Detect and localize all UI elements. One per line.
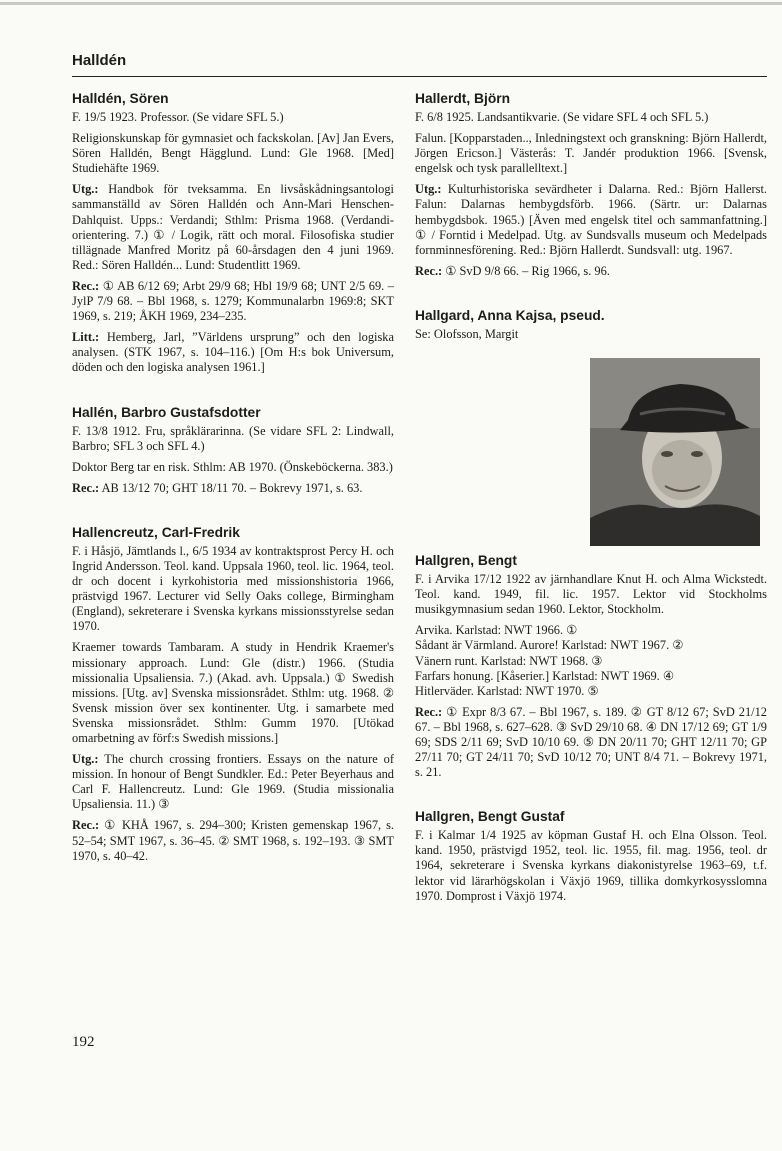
entry-paragraph: Kraemer towards Tambaram. A study in Hendrik Kraemer's missionary approach. Lund: Gle (distr.) 1966. (Studia missionalia Upsaliensia. 7.) (Akad. avh. Uppsala.) ① Swedish missions. [Utg. av] Svenska missionsrådet. Sthlm: utg. 1968. ② Svensk mission över sex kontinenter. Utg. i samarbete med Svenska missionsrådet. Sthlm: Gumm 1970. [Utökad omarbetning av förf:s Swedish missions.] (72, 640, 394, 745)
entry-paragraph: Farfars honung. [Kåserier.] Karlstad: NWT 1969. ④ (415, 668, 674, 683)
entry-paragraph: F. 13/8 1912. Fru, språklärarinna. (Se vidare SFL 2: Lindwall, Barbro; SFL 3 och SFL 4.) (72, 423, 394, 453)
entry-paragraph: F. i Kalmar 1/4 1925 av köpman Gustaf H. och Elna Olsson. Teol. kand. 1950, prästvigd 1952, teol. lic. 1955, fil. mag. 1956, teol. dr 1964, sekreterare i Svenska kyrkans diakonistyrelse 1963–69, t.f. lektor vid lärarhögskolan i Växjö 1969, tillika domkyrkosysslomna 1970. Domprost i Växjö 1974. (415, 828, 767, 903)
entry-paragraph: Hitlerväder. Karlstad: NWT 1970. ⑤ (415, 683, 599, 698)
entry-name: Hallgren, Bengt Gustaf (415, 809, 565, 825)
entry-name: Halldén, Sören (72, 91, 169, 106)
entry-name: Hallgard, Anna Kajsa, pseud. (415, 307, 605, 323)
entry-paragraph: Vänern runt. Karlstad: NWT 1968. ③ (415, 653, 603, 668)
portrait-photo (590, 358, 760, 546)
portrait-illustration (590, 358, 760, 546)
entry-hallgren-bengt-gustaf (415, 808, 767, 903)
header-rule (72, 76, 767, 77)
entry-paragraph: F. i Arvika 17/12 1922 av järnhandlare Knut H. och Alma Wickstedt. Teol. kand. 1949, fil. lic. 1957. Lektor vid Stockholms musikgymnasium sedan 1960. Lektor, Stockholm. (415, 572, 767, 617)
entry-paragraph: Utg.: Handbok för tveksamma. En livsåskådningsantologi sammanställd av Sören Halldén och Ann-Mari Henschen-Dahlquist. Upps.: Verdandi; Sthlm: Prisma 1968. (Verdandi-orientering. 7.) ① / Logik, rätt och moral. Filosofiska studier tillägnade Manfred Moritz på 60-årsdagen den 4 juni 1969. Red.: Sören Halldén... Lund: Studentlitt 1969. (72, 182, 394, 272)
entry-hallgren-bengt (415, 552, 767, 780)
entry-name: Hallerdt, Björn (415, 91, 511, 106)
left-column (72, 90, 394, 880)
entry-paragraph: Sådant är Värmland. Aurore! Karlstad: NWT 1967. ② (415, 638, 684, 653)
entry-paragraph: Doktor Berg tar en risk. Sthlm: AB 1970. (Önskeböckerna. 383.) (72, 459, 393, 474)
entry-paragraph: Utg.: Kulturhistoriska sevärdheter i Dalarna. Red.: Björn Hallerst. Falun: Dalarnas hembygdsförb. 1966. (Särtr. ur: Dalarnas hembygdsbok. 1965.) [Även med engelsk titel och sammanfattning.] ① / Forntid i Medelpad. Utg. av Sundsvalls museum och Medelpads fornminnesförening. Red.: Björn Hallerdt. Sundsvall: utg. 1967. (415, 182, 767, 257)
entry-paragraph: Rec.: ① AB 6/12 69; Arbt 29/9 68; Hbl 19/9 68; UNT 2/5 69. – JylP 7/9 68. – Bbl 1968, s. 1279; Kommunalarbn 1969:8; SKT 1969, s. 219; ÅKH 1969, 234–235. (72, 278, 394, 324)
entry-paragraph: Rec.: AB 13/12 70; GHT 18/11 70. – Bokrevy 1971, s. 63. (72, 480, 363, 495)
entry-hallencreutz (72, 524, 394, 864)
entry-paragraph: Rec.: ① Expr 8/3 67. – Bbl 1967, s. 189. ② GT 8/12 67; SvD 21/12 67. – Bbl 1968, s. 627–628. ③ SvD 29/10 68. ④ DN 17/12 69; GT 1/9 69; SDS 2/11 69; SvD 10/10 69. ⑤ DN 20/11 70; GHT 12/11 70; GP 27/11 70; GT 24/11 70; SvD 10/12 70; UNT 8/4 71. – Bokrevy 1971, s. 21. (415, 704, 767, 780)
entry-paragraph: Utg.: The church crossing frontiers. Essays on the nature of mission. In honour of Bengt Sundkler. Ed.: Peter Beyerhaus and Carl F. Hallencreutz. Lund: Gle 1969. (Studia missionalia Upsaliensia. 11.) ③ (72, 752, 394, 812)
entry-hallgard-anna (415, 307, 767, 342)
entry-paragraph: Falun. [Kopparstaden.., Inledningstext och granskning: Björn Hallerdt, Jörgen Ericson.] Västerås: T. Jandér produktion 1966. [Svensk, engelsk och tysk parallelltext.] (415, 131, 767, 176)
entry-name: Hallgren, Bengt (415, 553, 517, 569)
entry-hallden-soren (72, 90, 394, 376)
entry-paragraph: Religionskunskap för gymnasiet och fackskolan. [Av] Jan Evers, Sören Halldén, Bengt Hägglund. Lund: Gle 1968. [Med] Studiehäfte 1969. (72, 131, 394, 176)
top-edge-line (0, 2, 782, 5)
entry-hallen-barbro (72, 404, 394, 496)
entry-paragraph: Se: Olofsson, Margit (415, 326, 519, 341)
entry-name: Hallencreutz, Carl-Fredrik (72, 524, 240, 540)
entry-paragraph: F. i Håsjö, Jämtlands l., 6/5 1934 av kontraktsprost Percy H. och Ingrid Andersson. Teol. kand. Uppsala 1960, teol. lic. 1964, teol. dr och docent i kyrkohistoria med missionshistoria 1966, prästvigd 1967. Lecturer vid Selly Oaks college, Birmingham (England), sekreterare i Svenska kyrkans missionsstyrelse sedan 1970. (72, 543, 394, 634)
page-header: Halldén (72, 52, 127, 69)
entry-hallerdt-bjorn (415, 90, 767, 279)
entry-paragraph: Litt.: Hemberg, Jarl, ”Världens ursprung” och den logiska analysen. (STK 1967, s. 104–116.) [Om H:s bok Universum, döden och den logiska analysen 1961.] (72, 330, 394, 375)
right-column (415, 90, 767, 920)
entry-paragraph: Rec.: ① SvD 9/8 66. – Rig 1966, s. 96. (415, 263, 610, 278)
entry-paragraph: F. 19/5 1923. Professor. (Se vidare SFL 5.) (72, 110, 284, 124)
entry-paragraph: F. 6/8 1925. Landsantikvarie. (Se vidare SFL 4 och SFL 5.) (415, 110, 709, 124)
entry-paragraph: Rec.: ① KHÅ 1967, s. 294–300; Kristen gemenskap 1967, s. 52–54; SMT 1967, s. 36–45. ② SMT 1968, s. 192–193. ③ SMT 1970, s. 40–42. (72, 818, 394, 863)
entry-paragraph: Arvika. Karlstad: NWT 1966. ① (415, 623, 578, 638)
entry-name: Hallén, Barbro Gustafsdotter (72, 404, 261, 420)
page-number: 192 (72, 1034, 95, 1050)
